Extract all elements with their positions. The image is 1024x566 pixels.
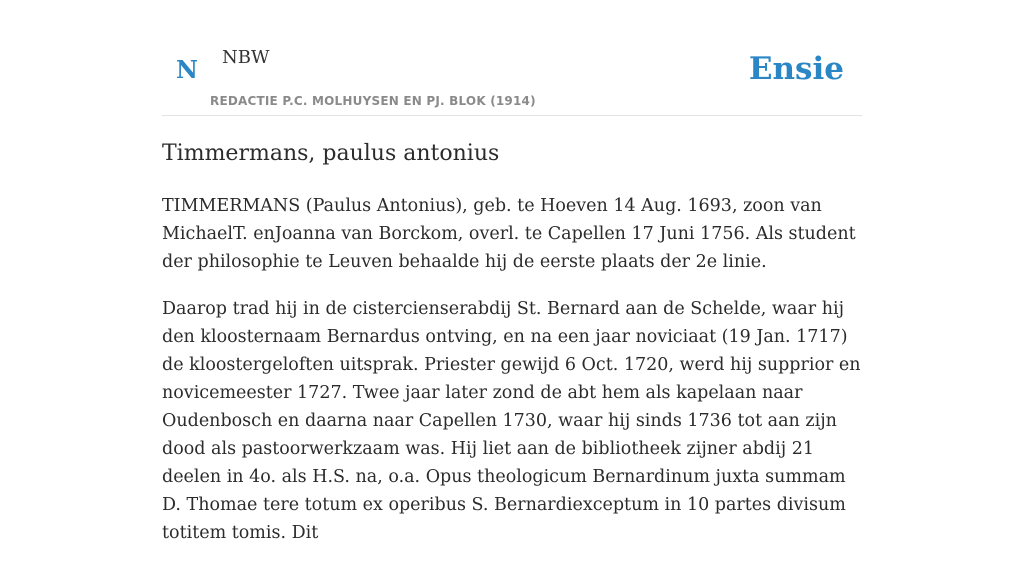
- header: [162, 0, 862, 116]
- article-paragraph: TIMMERMANS (Paulus Antonius), geb. te Hoeven 14 Aug. 1693, zoon van MichaelT. enJoanna van Borckom, overl. te Capellen 17 Juni 1756. Als student der philosophie te Leuven behaalde hij de eerste plaats der 2e linie.: [162, 196, 856, 272]
- brand-logo[interactable]: Ensie: [748, 51, 844, 87]
- page-title: Timmermans, paulus antonius: [162, 141, 500, 166]
- source-subtitle: REDACTIE P.C. MOLHUYSEN EN PJ. BLOK (1914): [210, 94, 536, 108]
- article-body: [162, 192, 862, 566]
- source-title: NBW: [222, 47, 270, 68]
- source-logo[interactable]: N: [176, 55, 198, 84]
- article-paragraph: Daarop trad hij in de cistercienserabdij St. Bernard aan de Schelde, waar hij den kloosternaam Bernardus ontving, en na een jaar noviciaat (19 Jan. 1717) de kloostergeloften uitsprak. Priester gewijd 6 Oct. 1720, werd hij supprior en novicemeester 1727. Twee jaar later zond de abt hem als kapelaan naar Oudenbosch en daarna naar Capellen 1730, waar hij sinds 1736 tot aan zijn dood als pastoorwerkzaam was. Hij liet aan de bibliotheek zijner abdij 21 deelen in 4o. als H.S. na, o.a. Opus theologicum Bernardinum juxta summam D. Thomae tere totum ex operibus S. Bernardiexceptum in 10 partes divisum totitem tomis. Dit: [162, 299, 861, 543]
